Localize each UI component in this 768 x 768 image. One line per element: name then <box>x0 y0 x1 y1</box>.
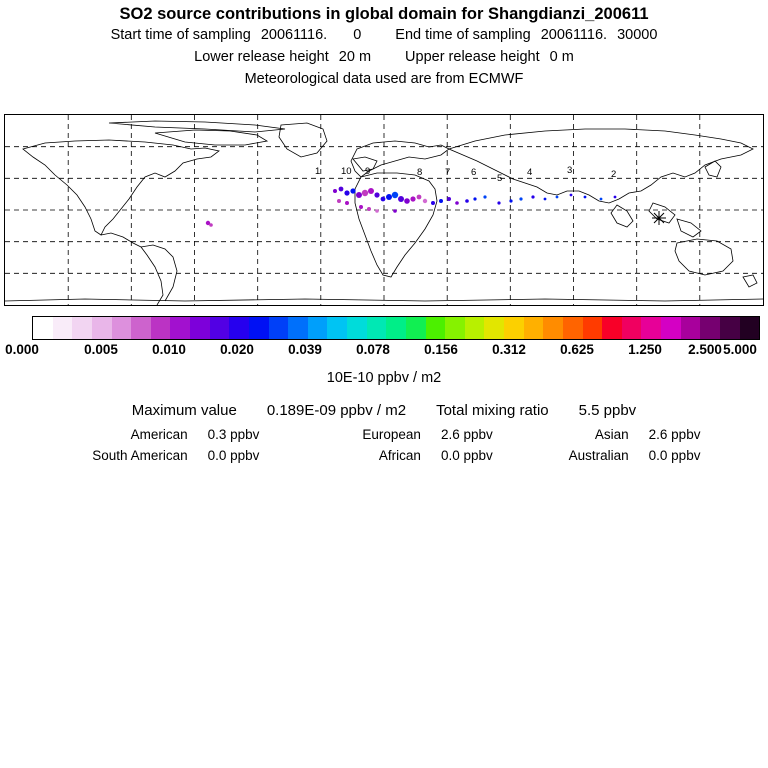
sampling-time-line <box>0 24 768 46</box>
start-time-label: Start time of sampling <box>110 27 251 43</box>
upper-release-label: Upper release height <box>405 49 540 65</box>
region-name: African <box>378 448 421 463</box>
colorbar-tick: 0.312 <box>492 342 526 357</box>
svg-text:4: 4 <box>527 167 533 178</box>
statistics-block <box>0 400 768 466</box>
map-plume-points <box>206 187 617 227</box>
colorbar-swatch <box>602 317 622 339</box>
svg-text:2: 2 <box>611 169 617 180</box>
maximum-value-value: 0.189E-09 ppbv / m2 <box>266 402 407 419</box>
colorbar-tick: 0.020 <box>220 342 254 357</box>
colorbar-swatch <box>465 317 485 339</box>
region-value: 0.0 ppbv <box>648 448 701 463</box>
summary-line <box>0 400 768 422</box>
colorbar-swatch <box>720 317 740 339</box>
colorbar <box>32 316 760 340</box>
svg-text:6: 6 <box>471 167 477 178</box>
colorbar-swatch <box>484 317 504 339</box>
region-value: 0.0 ppbv <box>207 448 260 463</box>
colorbar-swatch <box>406 317 426 339</box>
svg-text:9: 9 <box>365 166 371 177</box>
colorbar-tick: 0.010 <box>152 342 186 357</box>
colorbar-swatch <box>288 317 308 339</box>
colorbar-swatch <box>92 317 112 339</box>
colorbar-swatch <box>583 317 603 339</box>
colorbar-swatch <box>269 317 289 339</box>
colorbar-swatch <box>210 317 230 339</box>
region-name: South American <box>92 448 188 463</box>
colorbar-swatch <box>740 317 760 339</box>
colorbar-swatch <box>504 317 524 339</box>
colorbar-swatch <box>426 317 446 339</box>
page-title: SO2 source contributions in global domain for Shangdianzi_200611 <box>119 5 649 23</box>
release-height-line <box>0 46 768 68</box>
lower-release-label: Lower release height <box>194 49 329 65</box>
colorbar-swatch <box>563 317 583 339</box>
region-value: 2.6 ppbv <box>648 427 701 442</box>
colorbar-swatch <box>308 317 328 339</box>
world-map-panel <box>4 114 764 306</box>
start-time-value: 0 <box>353 27 362 43</box>
meteorology-line: Meteorological data used are from ECMWF <box>244 71 524 87</box>
station-marker-icon <box>652 211 666 225</box>
end-date-value: 20061116. <box>540 27 608 43</box>
upper-release-value: 0 m <box>549 49 574 65</box>
svg-text:10: 10 <box>341 166 352 177</box>
colorbar-swatch <box>131 317 151 339</box>
colorbar-swatch <box>347 317 367 339</box>
start-date-value: 20061116. <box>260 27 328 43</box>
colorbar-swatch <box>53 317 73 339</box>
svg-text:5: 5 <box>497 173 503 184</box>
colorbar-tick: 0.039 <box>288 342 322 357</box>
region-contributions-table <box>0 424 768 466</box>
table-row <box>34 445 734 466</box>
end-time-value: 30000 <box>617 27 658 43</box>
table-row <box>34 424 734 445</box>
svg-text:8: 8 <box>417 167 423 178</box>
colorbar-tick: 0.078 <box>356 342 390 357</box>
colorbar-swatch <box>445 317 465 339</box>
colorbar-swatch <box>249 317 269 339</box>
colorbar-swatch <box>700 317 720 339</box>
svg-text:3: 3 <box>567 165 573 176</box>
colorbar-swatch <box>641 317 661 339</box>
end-time-label: End time of sampling <box>395 27 531 43</box>
map-svg <box>5 115 763 305</box>
maximum-value-label: Maximum value <box>131 402 237 419</box>
colorbar-tick-labels <box>0 342 768 358</box>
region-value: 0.0 ppbv <box>440 448 493 463</box>
colorbar-swatch <box>229 317 249 339</box>
colorbar-swatch <box>524 317 544 339</box>
colorbar-swatch <box>112 317 132 339</box>
region-value: 2.6 ppbv <box>440 427 493 442</box>
colorbar-swatch <box>33 317 53 339</box>
colorbar-tick: 2.500 <box>688 342 722 357</box>
colorbar-unit-label: 10E-10 ppbv / m2 <box>326 370 442 386</box>
region-value: 0.3 ppbv <box>207 427 260 442</box>
colorbar-tick: 1.250 <box>628 342 662 357</box>
colorbar-tick: 0.625 <box>560 342 594 357</box>
colorbar-swatch <box>661 317 681 339</box>
colorbar-tick: 0.005 <box>84 342 118 357</box>
colorbar-swatch <box>386 317 406 339</box>
colorbar-swatch <box>151 317 171 339</box>
total-mixing-ratio-label: Total mixing ratio <box>436 402 549 419</box>
colorbar-swatch <box>681 317 701 339</box>
colorbar-swatch <box>190 317 210 339</box>
colorbar-swatch <box>367 317 387 339</box>
colorbar-swatch <box>327 317 347 339</box>
total-mixing-ratio-value: 5.5 ppbv <box>578 402 637 419</box>
lower-release-value: 20 m <box>338 49 372 65</box>
colorbar-tick: 0.156 <box>424 342 458 357</box>
colorbar-swatch <box>170 317 190 339</box>
region-name: European <box>362 427 421 442</box>
colorbar-swatch <box>72 317 92 339</box>
colorbar-tick: 0.000 <box>5 342 39 357</box>
colorbar-swatch <box>622 317 642 339</box>
svg-text:1: 1 <box>315 166 321 177</box>
svg-text:7: 7 <box>445 167 451 178</box>
region-name: Asian <box>594 427 629 442</box>
region-name: Australian <box>568 448 629 463</box>
colorbar-swatch <box>543 317 563 339</box>
colorbar-tick: 5.000 <box>723 342 757 357</box>
region-name: American <box>130 427 188 442</box>
